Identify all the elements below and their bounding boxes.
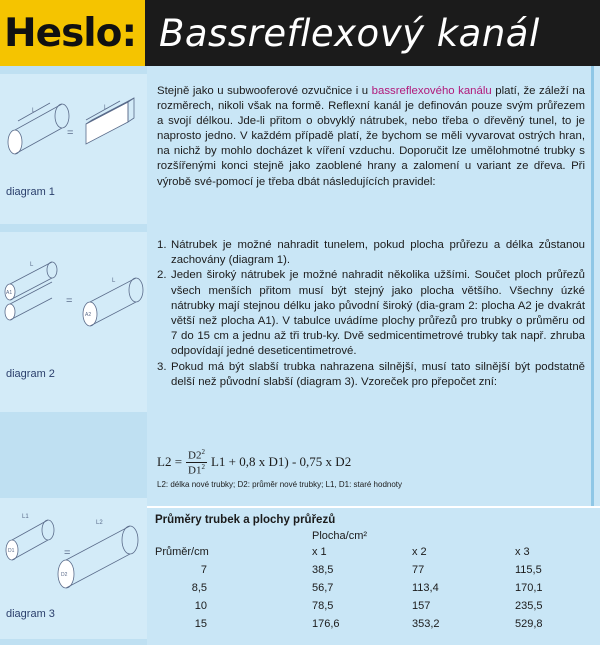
diagram-1-panel [0, 74, 147, 224]
article-content [147, 66, 600, 645]
list-item-number: 2. [157, 269, 167, 282]
diagram-2-a2: A2 [85, 312, 92, 318]
diagram-3-l1: L1 [22, 514, 29, 520]
list-item-text: Jeden široký nátrubek je možné nahradit několika užšími. Součet ploch průřezů všech menších přitom musí být stejný jako plocha většího. Všechny úzké nátrubky mají stejnou délku jako původní široký (dia-gram 2: plocha A2 je dvakrát větší než plocha A1). V tabulce uvádíme plochy průřezů pro trubky o průměru od 7 do 15 cm a jednu až tři trub-ky. Dvě sedmicentimetrové trubky tak např. zhruba odpovídají jedné deseticentimetrové. [171, 269, 585, 358]
table-header-row [147, 546, 600, 560]
table-cell: 56,7 [312, 582, 334, 594]
intro-paragraph [157, 84, 585, 190]
diagram-1-dim-a: L [32, 108, 36, 114]
title-bar [145, 0, 600, 66]
table-header-cell: x 2 [412, 546, 427, 558]
list-item-number: 1. [157, 239, 167, 251]
intro-highlight: bassreflexového kanálu [371, 85, 492, 97]
table-header-cell: Průměr/cm [155, 546, 209, 558]
table-cell: 529,8 [515, 618, 543, 630]
table-cell: 77 [412, 564, 425, 576]
table-cell: 15 [194, 618, 207, 630]
rules-list [157, 238, 585, 390]
diagram-2-panel [0, 232, 147, 412]
page-title: Bassreflexový kanál [159, 11, 540, 55]
diagram-3-panel [0, 498, 147, 639]
table-cell: 353,2 [412, 618, 440, 630]
formula-lhs: L2 = [157, 454, 183, 470]
formula-legend: L2: délka nové trubky; D2: průměr nové trubky; L1, D1: staré hodnoty [157, 480, 403, 489]
diagram-1-label: diagram 1 [6, 186, 55, 198]
diagram-3-l2: L2 [96, 520, 103, 526]
diagram-1-equals: = [67, 127, 74, 139]
intro-text-after: platí, že záleží na rozměrech, nikoli však na formě. Reflexní kanál je definován pouze svým průřezem a svojí délkou. Jde-li přitom o obvyklý nátrubek, nebo třeba o dřevěný tunel, to je naprosto jedno. V každém případě platí, že bychom se měli vyvarovat ostrých hran, na nichž by mohlo docházet k víření vzduchu. Doporučit lze umělohmotné trubky s rozšířenými konci stejně jako zaoblené hrany a zalomení u variant ze dřeva. Při výrobě své-pomocí je třeba dbát následujících pravidel: [157, 85, 585, 188]
article-text-panel [147, 66, 594, 506]
diagram-sidebar [0, 66, 147, 645]
diagram-3-d2: D2 [61, 572, 68, 578]
formula-fraction [186, 448, 207, 476]
table-header-cell: x 1 [312, 546, 327, 558]
table-header-cell: x 3 [515, 546, 530, 558]
heslo-label: Heslo: [4, 10, 137, 56]
table-title: Průměry trubek a plochy průřezů [155, 514, 336, 526]
diagram-1-drawing [0, 74, 147, 184]
list-item [157, 268, 585, 359]
diagram-3-label: diagram 3 [6, 608, 55, 620]
header [0, 0, 600, 66]
table-row [147, 564, 600, 578]
table-row [147, 582, 600, 596]
table-cell: 170,1 [515, 582, 543, 594]
list-item [157, 238, 585, 268]
intro-text-before: Stejně jako u subwooferové ozvučnice i u [157, 85, 372, 97]
table-cell: 7 [200, 564, 207, 576]
heslo-label-box [0, 0, 145, 66]
table-cell: 235,5 [515, 600, 543, 612]
table-cell: 113,4 [412, 582, 439, 594]
diagram-3-drawing [0, 498, 147, 610]
diagram-1-dim-b: L [104, 105, 108, 111]
diagram-3-equals: = [64, 547, 71, 559]
list-item [157, 360, 585, 390]
table-cell: 78,5 [312, 600, 334, 612]
table-row [147, 618, 600, 632]
diagram-2-l2: L [112, 278, 116, 284]
list-item-text: Pokud má být slabší trubka nahrazena silnější, musí tato silnější být podstatně delší než původní slabší (diagram 3). Vzoreček pro přepočet zní: [171, 360, 585, 388]
diagram-2-equals: = [66, 295, 73, 307]
formula-denominator: D1 [188, 464, 202, 477]
table-row [147, 600, 600, 614]
table-cell: 10 [194, 600, 207, 612]
table-cell: 115,5 [515, 564, 542, 576]
formula-denominator-exp: 2 [201, 462, 205, 471]
diagram-2-label: diagram 2 [6, 368, 55, 380]
table-cell: 176,6 [312, 618, 340, 630]
conversion-formula [157, 448, 351, 476]
table-cell: 8,5 [191, 582, 207, 594]
list-item-text: Nátrubek je možné nahradit tunelem, pokud plocha průřezu a délka zůstanou zachovány (diagram 1). [171, 239, 585, 267]
table-cell: 157 [412, 600, 431, 612]
list-item-number: 3. [157, 360, 167, 373]
table-subheader: Plocha/cm² [312, 530, 368, 542]
diagram-2-drawing [0, 232, 147, 352]
pipe-area-table [147, 506, 600, 645]
diagram-2-l1: L [30, 262, 34, 268]
diagram-3-d1: D1 [8, 548, 15, 554]
formula-numerator-exp: 2 [201, 448, 205, 456]
formula-numerator: D2 [188, 449, 202, 462]
diagram-2-a1: A1 [6, 290, 13, 296]
formula-rhs: L1 + 0,8 x D1) - 0,75 x D2 [210, 454, 352, 470]
table-cell: 38,5 [312, 564, 334, 576]
